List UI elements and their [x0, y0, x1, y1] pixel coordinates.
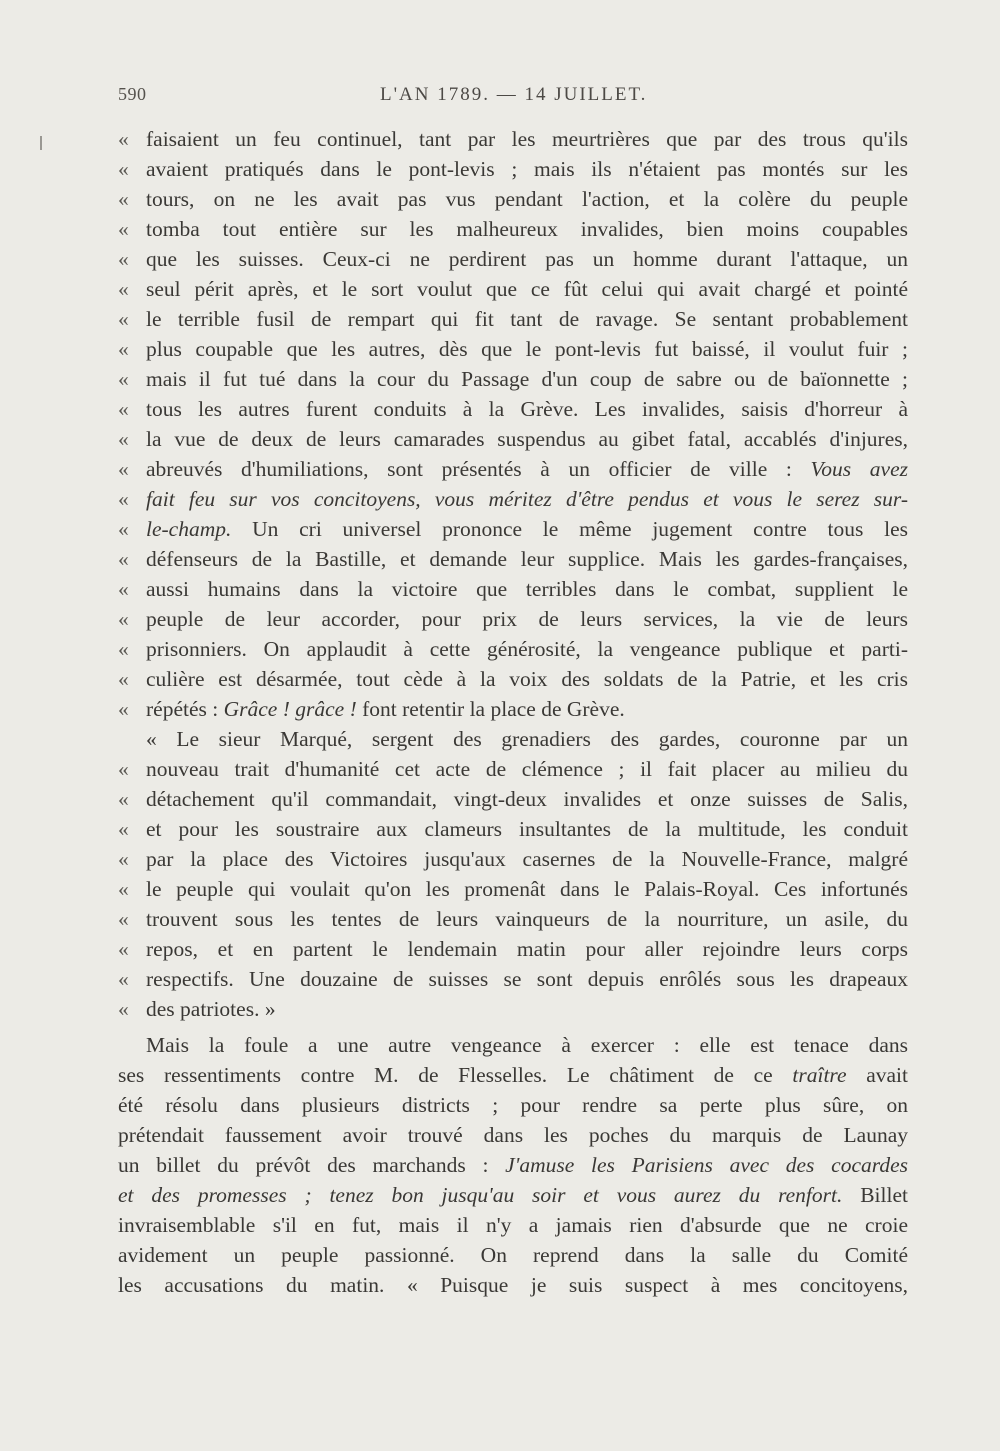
quote-mark: « [118, 997, 129, 1021]
text-line [118, 694, 908, 724]
text-line [118, 634, 908, 664]
quote-mark: « [118, 577, 129, 601]
text-line [118, 1060, 908, 1090]
quote-mark: « [118, 787, 129, 811]
text-segment: prétendait faussement avoir trouvé dans les poches du marquis de Launay [118, 1123, 908, 1147]
text-line [118, 994, 908, 1024]
italic-text: le-champ. [146, 517, 232, 541]
text-line [118, 874, 908, 904]
text-segment: détachement qu'il commandait, vingt-deux invalides et onze suisses de Salis, [146, 787, 908, 811]
quote-mark: « [118, 607, 129, 631]
text-segment: prisonniers. On applaudit à cette générosité, la vengeance publique et parti- [146, 637, 908, 661]
text-segment: tous les autres furent conduits à la Grève. Les invalides, saisis d'horreur à [146, 397, 908, 421]
quote-mark: « [118, 487, 129, 511]
text-line [118, 604, 908, 634]
text-segment: avaient pratiqués dans le pont-levis ; mais ils n'étaient pas montés sur les [146, 157, 908, 181]
text-segment: ses ressentiments contre M. de Flesselles. Le châtiment de ce [118, 1063, 793, 1087]
text-segment: tours, on ne les avait pas vus pendant l'action, et la colère du peuple [146, 187, 908, 211]
text-segment: mais il fut tué dans la cour du Passage d'un coup de sabre ou de baïonnette ; [146, 367, 908, 391]
text-segment: Billet [842, 1183, 908, 1207]
text-segment: avidement un peuple passionné. On reprend dans la salle du Comité [118, 1243, 908, 1267]
quote-mark: « [118, 847, 129, 871]
italic-text: fait feu sur vos concitoyens, vous méritez d'être pendus et vous le serez sur- [146, 487, 908, 511]
text-segment: plus coupable que les autres, dès que le pont-levis fut baissé, il voulut fuir ; [146, 337, 908, 361]
text-line [118, 664, 908, 694]
quote-mark: « [118, 517, 129, 541]
text-line [118, 544, 908, 574]
text-line [118, 1180, 908, 1210]
text-line [118, 904, 908, 934]
text-segment: des patriotes. » [146, 997, 276, 1021]
quote-mark: « [118, 877, 129, 901]
text-segment: Un cri universel prononce le même jugement contre tous les [231, 517, 908, 541]
italic-text: J'amuse les Parisiens avec des cocardes [505, 1153, 908, 1177]
quote-mark: « [118, 277, 129, 301]
text-segment: le terrible fusil de rempart qui fit tant de ravage. Se sentant probablement [146, 307, 908, 331]
body-text [118, 124, 908, 1300]
text-line [118, 1090, 908, 1120]
quote-mark: « [118, 667, 129, 691]
text-line [118, 304, 908, 334]
text-segment: trouvent sous les tentes de leurs vainqueurs de la nourriture, un asile, du [146, 907, 908, 931]
text-line [118, 754, 908, 784]
text-line [118, 1120, 908, 1150]
text-segment: repos, et en partent le lendemain matin pour aller rejoindre leurs corps [146, 937, 908, 961]
text-segment: tomba tout entière sur les malheureux invalides, bien moins coupables [146, 217, 908, 241]
italic-text: Vous avez [810, 457, 908, 481]
margin-mark [40, 136, 42, 150]
quote-mark: « [118, 157, 129, 181]
text-segment: invraisemblable s'il en fut, mais il n'y a jamais rien d'absurde que ne croie [118, 1213, 908, 1237]
text-segment: la vue de deux de leurs camarades suspendus au gibet fatal, accablés d'injures, [146, 427, 908, 451]
quote-mark: « [118, 907, 129, 931]
text-segment: le peuple qui voulait qu'on les promenât dans le Palais-Royal. Ces infortunés [146, 877, 908, 901]
text-segment: par la place des Victoires jusqu'aux casernes de la Nouvelle-France, malgré [146, 847, 908, 871]
quote-mark: « [118, 247, 129, 271]
text-line [118, 154, 908, 184]
text-line [118, 334, 908, 364]
text-line [118, 364, 908, 394]
text-line [118, 1240, 908, 1270]
text-line [118, 484, 908, 514]
quote-mark: « [118, 697, 129, 721]
text-line [118, 394, 908, 424]
text-segment: faisaient un feu continuel, tant par les meurtrières que par des trous qu'ils [146, 127, 908, 151]
running-head: L'AN 1789. — 14 JUILLET. [380, 84, 648, 105]
quote-mark: « [118, 367, 129, 391]
text-segment: « Le sieur Marqué, sergent des grenadiers des gardes, couronne par un [146, 727, 908, 751]
quote-mark: « [118, 757, 129, 781]
text-segment: que les suisses. Ceux-ci ne perdirent pas un homme durant l'attaque, un [146, 247, 908, 271]
quote-mark: « [118, 337, 129, 361]
text-line [118, 214, 908, 244]
italic-text: et des promesses ; tenez bon jusqu'au soir et vous aurez du renfort. [118, 1183, 843, 1207]
text-line [118, 244, 908, 274]
quote-mark: « [118, 217, 129, 241]
text-segment: nouveau trait d'humanité cet acte de clémence ; il fait placer au milieu du [146, 757, 908, 781]
page-header [0, 84, 1000, 112]
text-segment: respectifs. Une douzaine de suisses se sont depuis enrôlés sous les drapeaux [146, 967, 908, 991]
text-segment: culière est désarmée, tout cède à la voix des soldats de la Patrie, et les cris [146, 667, 908, 691]
text-segment: les accusations du matin. « Puisque je suis suspect à mes concitoyens, [118, 1273, 908, 1297]
quote-mark: « [118, 307, 129, 331]
quote-mark: « [118, 817, 129, 841]
text-line [118, 1150, 908, 1180]
text-segment: aussi humains dans la victoire que terribles dans le combat, supplient le [146, 577, 908, 601]
text-line [118, 1210, 908, 1240]
italic-text: Grâce ! grâce ! [223, 697, 357, 721]
quote-mark: « [118, 457, 129, 481]
text-line [118, 934, 908, 964]
text-segment: été résolu dans plusieurs districts ; pour rendre sa perte plus sûre, on [118, 1093, 908, 1117]
text-line [118, 574, 908, 604]
text-line [118, 784, 908, 814]
quote-mark: « [118, 937, 129, 961]
text-line [118, 724, 908, 754]
text-segment: défenseurs de la Bastille, et demande leur supplice. Mais les gardes-françaises, [146, 547, 908, 571]
text-segment: Mais la foule a une autre vengeance à exercer : elle est tenace dans [146, 1033, 908, 1057]
text-line [118, 514, 908, 544]
text-line [118, 454, 908, 484]
text-line [118, 964, 908, 994]
text-segment: répétés : [146, 697, 224, 721]
text-line [118, 124, 908, 154]
text-segment: peuple de leur accorder, pour prix de leurs services, la vie de leurs [146, 607, 908, 631]
italic-text: traître [792, 1063, 847, 1087]
text-segment: et pour les soustraire aux clameurs insultantes de la multitude, les conduit [146, 817, 908, 841]
text-segment: font retentir la place de Grève. [356, 697, 625, 721]
page-number: 590 [118, 84, 147, 104]
quote-mark: « [118, 427, 129, 451]
text-segment: un billet du prévôt des marchands : [118, 1153, 506, 1177]
quote-mark: « [118, 127, 129, 151]
text-segment: avait [846, 1063, 908, 1087]
quote-mark: « [118, 637, 129, 661]
text-line [118, 184, 908, 214]
text-line [118, 1270, 908, 1300]
quote-mark: « [118, 397, 129, 421]
text-line [118, 1030, 908, 1060]
text-line [118, 844, 908, 874]
text-segment: abreuvés d'humiliations, sont présentés à un officier de ville : [146, 457, 811, 481]
text-line [118, 424, 908, 454]
quote-mark: « [118, 547, 129, 571]
text-line [118, 274, 908, 304]
quote-mark: « [118, 967, 129, 991]
quote-mark: « [118, 187, 129, 211]
text-line [118, 814, 908, 844]
text-segment: seul périt après, et le sort voulut que ce fût celui qui avait chargé et pointé [146, 277, 908, 301]
